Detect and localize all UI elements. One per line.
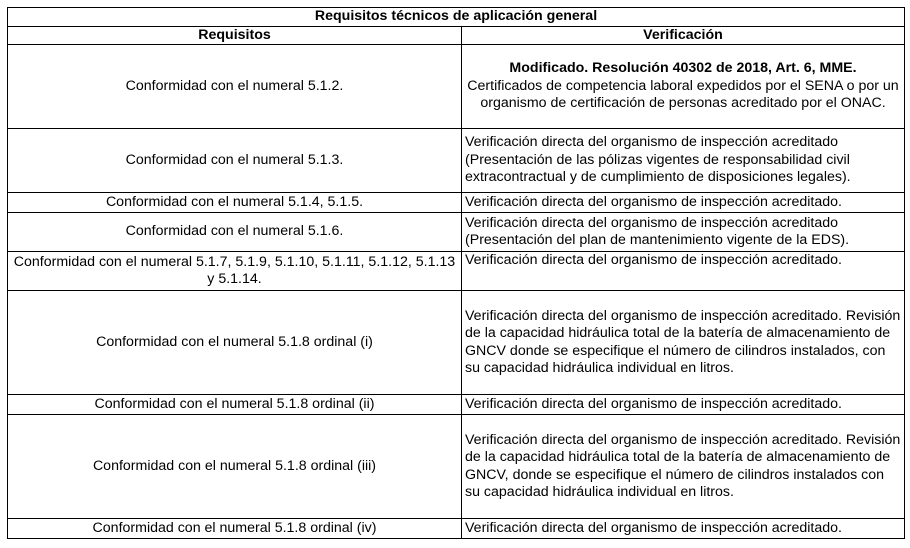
verificacion-cell: Verificación directa del organismo de inspección acreditado.: [462, 519, 905, 539]
table-title-row: [8, 8, 905, 27]
requisito-cell: Conformidad con el numeral 5.1.8 ordinal (ii): [8, 395, 462, 415]
requisito-cell: Conformidad con el numeral 5.1.8 ordinal (iv): [8, 519, 462, 539]
amendment-note: Modificado. Resolución 40302 de 2018, Art. 6, MME.: [509, 60, 857, 77]
requirements-table: [7, 7, 905, 539]
requisito-cell: Conformidad con el numeral 5.1.6.: [8, 213, 462, 252]
verificacion-cell: [462, 45, 905, 129]
verificacion-cell: Verificación directa del organismo de inspección acreditado (Presentación de las pólizas vigentes de responsabilidad civil extracontractual y de cumplimiento de disposiciones legales).: [462, 129, 905, 193]
table-row: [8, 213, 905, 252]
table-row: [8, 129, 905, 193]
table-row: [8, 519, 905, 539]
verificacion-cell: Verificación directa del organismo de inspección acreditado. Revisión de la capacidad hidráulica total de la batería de almacenamiento de GNCV, donde se especifique el número de cilindros instalados con su capacidad hidráulica individual en litros.: [462, 415, 905, 519]
table-row: [8, 395, 905, 415]
column-header-verificacion: Verificación: [462, 26, 905, 45]
requisito-cell: Conformidad con el numeral 5.1.7, 5.1.9, 5.1.10, 5.1.11, 5.1.12, 5.1.13 y 5.1.14.: [8, 252, 462, 291]
requisito-cell: Conformidad con el numeral 5.1.8 ordinal (i): [8, 291, 462, 395]
verificacion-cell: Verificación directa del organismo de inspección acreditado. Revisión de la capacidad hidráulica total de la batería de almacenamiento de GNCV donde se especifique el número de cilindros instalados, con su capacidad hidráulica individual en litros.: [462, 291, 905, 395]
requisito-cell: Conformidad con el numeral 5.1.2.: [8, 45, 462, 129]
table-title: Requisitos técnicos de aplicación general: [8, 8, 905, 27]
table-row: [8, 45, 905, 129]
table-row: [8, 193, 905, 213]
table-row: [8, 415, 905, 519]
requisito-cell: Conformidad con el numeral 5.1.8 ordinal (iii): [8, 415, 462, 519]
verificacion-cell: Verificación directa del organismo de inspección acreditado.: [462, 193, 905, 213]
table-row: [8, 252, 905, 291]
verificacion-cell: Verificación directa del organismo de inspección acreditado.: [462, 395, 905, 415]
column-header-requisitos: Requisitos: [8, 26, 462, 45]
table-header-row: [8, 26, 905, 45]
requisito-cell: Conformidad con el numeral 5.1.3.: [8, 129, 462, 193]
verificacion-cell: Verificación directa del organismo de inspección acreditado (Presentación del plan de mantenimiento vigente de la EDS).: [462, 213, 905, 252]
table-row: [8, 291, 905, 395]
verificacion-text: Certificados de competencia laboral expedidos por el SENA o por un organismo de certificación de personas acreditado por el ONAC.: [467, 77, 899, 112]
requisito-cell: Conformidad con el numeral 5.1.4, 5.1.5.: [8, 193, 462, 213]
verificacion-cell: Verificación directa del organismo de inspección acreditado.: [462, 252, 905, 291]
